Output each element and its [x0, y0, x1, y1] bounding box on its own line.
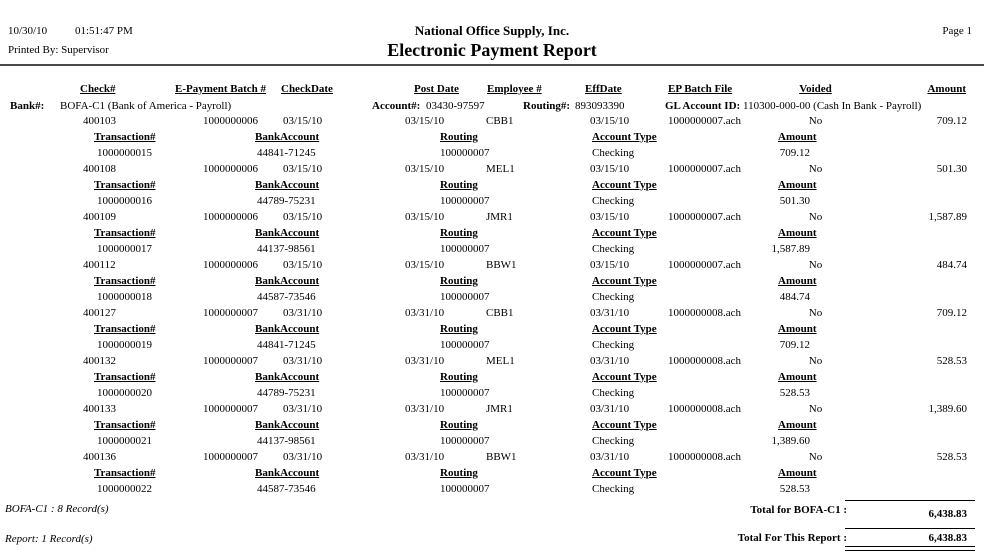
row-voided: No [808, 307, 823, 319]
table-row [0, 210, 984, 258]
subcol-bankaccount: BankAccount [255, 227, 320, 239]
subcol-bankaccount: BankAccount [255, 419, 320, 431]
row-epbatch: 1000000006 [203, 259, 258, 271]
company-name: National Office Supply, Inc. [414, 23, 570, 38]
row-employee: MEL1 [486, 355, 515, 367]
row-bankaccount: 44841-71245 [257, 339, 316, 351]
row-accounttype: Checking [592, 483, 635, 495]
row-accounttype: Checking [592, 147, 635, 159]
row-subamount: 501.30 [779, 195, 810, 207]
row-bankaccount: 44587-73546 [257, 291, 316, 303]
report-record-count: Report: 1 Record(s) [5, 533, 93, 545]
row-checkdate: 03/31/10 [283, 451, 323, 463]
subcol-bankaccount: BankAccount [255, 323, 320, 335]
subcol-amount: Amount [778, 131, 817, 143]
bank-total-line [845, 500, 975, 501]
row-amount: 709.12 [936, 307, 967, 319]
row-effdate: 03/31/10 [590, 307, 630, 319]
subcol-routing: Routing [440, 131, 478, 143]
row-epbatch: 1000000006 [203, 115, 258, 127]
row-amount: 501.30 [936, 163, 967, 175]
row-accounttype: Checking [592, 339, 635, 351]
subcol-bankaccount: BankAccount [255, 131, 320, 143]
row-voided: No [808, 259, 823, 271]
row-routing: 100000007 [440, 387, 490, 399]
row-postdate: 03/31/10 [405, 403, 445, 415]
row-epbatch: 1000000007 [203, 403, 258, 415]
col-header-epbatch: E-Payment Batch # [175, 83, 267, 95]
row-checkdate: 03/15/10 [283, 211, 323, 223]
row-subamount: 528.53 [779, 387, 810, 399]
row-voided: No [808, 163, 823, 175]
row-epfile: 1000000008.ach [668, 355, 742, 367]
row-epfile: 1000000008.ach [668, 451, 742, 463]
row-epfile: 1000000007.ach [668, 211, 742, 223]
row-checkdate: 03/31/10 [283, 355, 323, 367]
row-accounttype: Checking [592, 291, 635, 303]
subcol-routing: Routing [440, 419, 478, 431]
report-total-line [845, 528, 975, 529]
row-postdate: 03/15/10 [405, 259, 445, 271]
table-row [0, 402, 984, 450]
row-epfile: 1000000008.ach [668, 403, 742, 415]
bank-gl-label: GL Account ID: [665, 100, 741, 112]
subcol-bankaccount: BankAccount [255, 467, 320, 479]
row-postdate: 03/31/10 [405, 451, 445, 463]
page-title: Electronic Payment Report [387, 40, 597, 60]
row-transaction: 1000000021 [97, 435, 152, 447]
subcol-transaction: Transaction# [94, 323, 156, 335]
bank-total-amount: 6,438.83 [928, 508, 967, 520]
row-amount: 1,587.89 [928, 211, 967, 223]
row-epfile: 1000000008.ach [668, 307, 742, 319]
row-check: 400109 [83, 211, 116, 223]
row-voided: No [808, 451, 823, 463]
table-row [0, 162, 984, 210]
subcol-routing: Routing [440, 227, 478, 239]
subcol-routing: Routing [440, 323, 478, 335]
bank-routing-label: Routing#: [523, 100, 571, 112]
subcol-transaction: Transaction# [94, 179, 156, 191]
table-row [0, 306, 984, 354]
row-employee: BBW1 [486, 451, 517, 463]
row-postdate: 03/15/10 [405, 115, 445, 127]
row-checkdate: 03/31/10 [283, 403, 323, 415]
row-epbatch: 1000000006 [203, 163, 258, 175]
printed-by: Printed By: Supervisor [8, 44, 109, 56]
row-postdate: 03/15/10 [405, 211, 445, 223]
table-row [0, 258, 984, 306]
subcol-accounttype: Account Type [592, 323, 657, 335]
table-row [0, 114, 984, 162]
bank-gl-value: 110300-000-00 (Cash In Bank - Payroll) [743, 100, 922, 112]
bank-label: Bank#: [10, 100, 45, 112]
row-transaction: 1000000020 [97, 387, 152, 399]
bank-account-value: 03430-97597 [426, 100, 485, 112]
row-subamount: 709.12 [779, 339, 810, 351]
col-header-check: Check# [80, 83, 116, 95]
row-routing: 100000007 [440, 195, 490, 207]
row-effdate: 03/15/10 [590, 115, 630, 127]
subcol-routing: Routing [440, 371, 478, 383]
row-voided: No [808, 403, 823, 415]
row-check: 400133 [83, 403, 116, 415]
row-amount: 528.53 [936, 451, 967, 463]
subcol-accounttype: Account Type [592, 275, 657, 287]
subcol-transaction: Transaction# [94, 371, 156, 383]
row-check: 400108 [83, 163, 116, 175]
row-routing: 100000007 [440, 147, 490, 159]
subcol-amount: Amount [778, 275, 817, 287]
row-check: 400103 [83, 115, 116, 127]
row-transaction: 1000000019 [97, 339, 152, 351]
row-voided: No [808, 355, 823, 367]
subcol-routing: Routing [440, 467, 478, 479]
row-postdate: 03/31/10 [405, 355, 445, 367]
subcol-amount: Amount [778, 227, 817, 239]
row-epfile: 1000000007.ach [668, 163, 742, 175]
row-bankaccount: 44137-98561 [257, 435, 316, 447]
bank-record-count: BOFA-C1 : 8 Record(s) [5, 503, 109, 515]
subcol-transaction: Transaction# [94, 131, 156, 143]
subcol-amount: Amount [778, 323, 817, 335]
row-effdate: 03/15/10 [590, 163, 630, 175]
row-employee: BBW1 [486, 259, 517, 271]
row-employee: CBB1 [486, 115, 514, 127]
subcol-bankaccount: BankAccount [255, 371, 320, 383]
page-number: Page 1 [942, 25, 972, 37]
row-subamount: 1,587.89 [771, 243, 810, 255]
subcol-accounttype: Account Type [592, 467, 657, 479]
header-rule [0, 64, 984, 66]
row-postdate: 03/31/10 [405, 307, 445, 319]
row-epfile: 1000000007.ach [668, 115, 742, 127]
row-transaction: 1000000015 [97, 147, 152, 159]
row-epfile: 1000000007.ach [668, 259, 742, 271]
bank-total-label: Total for BOFA-C1 : [750, 504, 847, 516]
subcol-accounttype: Account Type [592, 227, 657, 239]
row-postdate: 03/15/10 [405, 163, 445, 175]
row-epbatch: 1000000007 [203, 355, 258, 367]
row-effdate: 03/31/10 [590, 451, 630, 463]
row-bankaccount: 44789-75231 [257, 387, 316, 399]
row-transaction: 1000000017 [97, 243, 152, 255]
row-subamount: 1,389.60 [771, 435, 810, 447]
row-check: 400136 [83, 451, 116, 463]
row-routing: 100000007 [440, 339, 490, 351]
subcol-accounttype: Account Type [592, 371, 657, 383]
bank-routing-value: 893093390 [575, 100, 625, 112]
row-voided: No [808, 211, 823, 223]
row-bankaccount: 44789-75231 [257, 195, 316, 207]
row-amount: 709.12 [936, 115, 967, 127]
col-header-effdate: EffDate [585, 83, 622, 95]
col-header-amount: Amount [927, 83, 966, 95]
subcol-accounttype: Account Type [592, 179, 657, 191]
subcol-routing: Routing [440, 179, 478, 191]
row-check: 400112 [83, 259, 116, 271]
row-voided: No [808, 115, 823, 127]
subcol-bankaccount: BankAccount [255, 275, 320, 287]
row-subamount: 528.53 [779, 483, 810, 495]
row-effdate: 03/31/10 [590, 403, 630, 415]
bank-name: BOFA-C1 (Bank of America - Payroll) [60, 100, 232, 112]
subcol-amount: Amount [778, 371, 817, 383]
row-routing: 100000007 [440, 291, 490, 303]
subcol-amount: Amount [778, 419, 817, 431]
row-employee: JMR1 [486, 211, 513, 223]
row-checkdate: 03/15/10 [283, 259, 323, 271]
row-epbatch: 1000000007 [203, 451, 258, 463]
row-checkdate: 03/15/10 [283, 115, 323, 127]
row-accounttype: Checking [592, 195, 635, 207]
row-amount: 528.53 [936, 355, 967, 367]
row-effdate: 03/15/10 [590, 211, 630, 223]
subcol-accounttype: Account Type [592, 131, 657, 143]
rows [0, 114, 984, 498]
row-effdate: 03/15/10 [590, 259, 630, 271]
row-checkdate: 03/15/10 [283, 163, 323, 175]
col-header-voided: Voided [799, 83, 832, 95]
col-header-checkdate: CheckDate [281, 83, 333, 95]
row-bankaccount: 44587-73546 [257, 483, 316, 495]
subcol-amount: Amount [778, 179, 817, 191]
row-check: 400127 [83, 307, 116, 319]
row-transaction: 1000000022 [97, 483, 152, 495]
row-bankaccount: 44841-71245 [257, 147, 316, 159]
row-accounttype: Checking [592, 387, 635, 399]
col-header-postdate: Post Date [414, 83, 459, 95]
subcol-transaction: Transaction# [94, 467, 156, 479]
row-routing: 100000007 [440, 435, 490, 447]
row-accounttype: Checking [592, 435, 635, 447]
row-epbatch: 1000000006 [203, 211, 258, 223]
subcol-bankaccount: BankAccount [255, 179, 320, 191]
subcol-amount: Amount [778, 467, 817, 479]
subcol-accounttype: Account Type [592, 419, 657, 431]
row-checkdate: 03/31/10 [283, 307, 323, 319]
report-time: 01:51:47 PM [75, 25, 133, 37]
subcol-transaction: Transaction# [94, 275, 156, 287]
col-header-employee: Employee # [487, 83, 542, 95]
subcol-routing: Routing [440, 275, 478, 287]
row-subamount: 709.12 [779, 147, 810, 159]
row-subamount: 484.74 [779, 291, 810, 303]
bank-account-label: Account#: [372, 100, 421, 112]
row-epbatch: 1000000007 [203, 307, 258, 319]
row-amount: 1,389.60 [928, 403, 967, 415]
row-amount: 484.74 [936, 259, 967, 271]
row-routing: 100000007 [440, 483, 490, 495]
row-employee: JMR1 [486, 403, 513, 415]
table-row [0, 354, 984, 402]
row-accounttype: Checking [592, 243, 635, 255]
row-routing: 100000007 [440, 243, 490, 255]
subcol-transaction: Transaction# [94, 227, 156, 239]
table-row [0, 450, 984, 498]
row-bankaccount: 44137-98561 [257, 243, 316, 255]
row-employee: MEL1 [486, 163, 515, 175]
row-transaction: 1000000018 [97, 291, 152, 303]
subcol-transaction: Transaction# [94, 419, 156, 431]
row-employee: CBB1 [486, 307, 514, 319]
col-header-epfile: EP Batch File [668, 83, 733, 95]
report-total-amount: 6,438.83 [928, 532, 967, 544]
row-transaction: 1000000016 [97, 195, 152, 207]
row-effdate: 03/31/10 [590, 355, 630, 367]
report-total-double-line [845, 546, 975, 551]
report-total-label: Total For This Report : [737, 532, 847, 544]
row-check: 400132 [83, 355, 116, 367]
report-date: 10/30/10 [8, 25, 48, 37]
